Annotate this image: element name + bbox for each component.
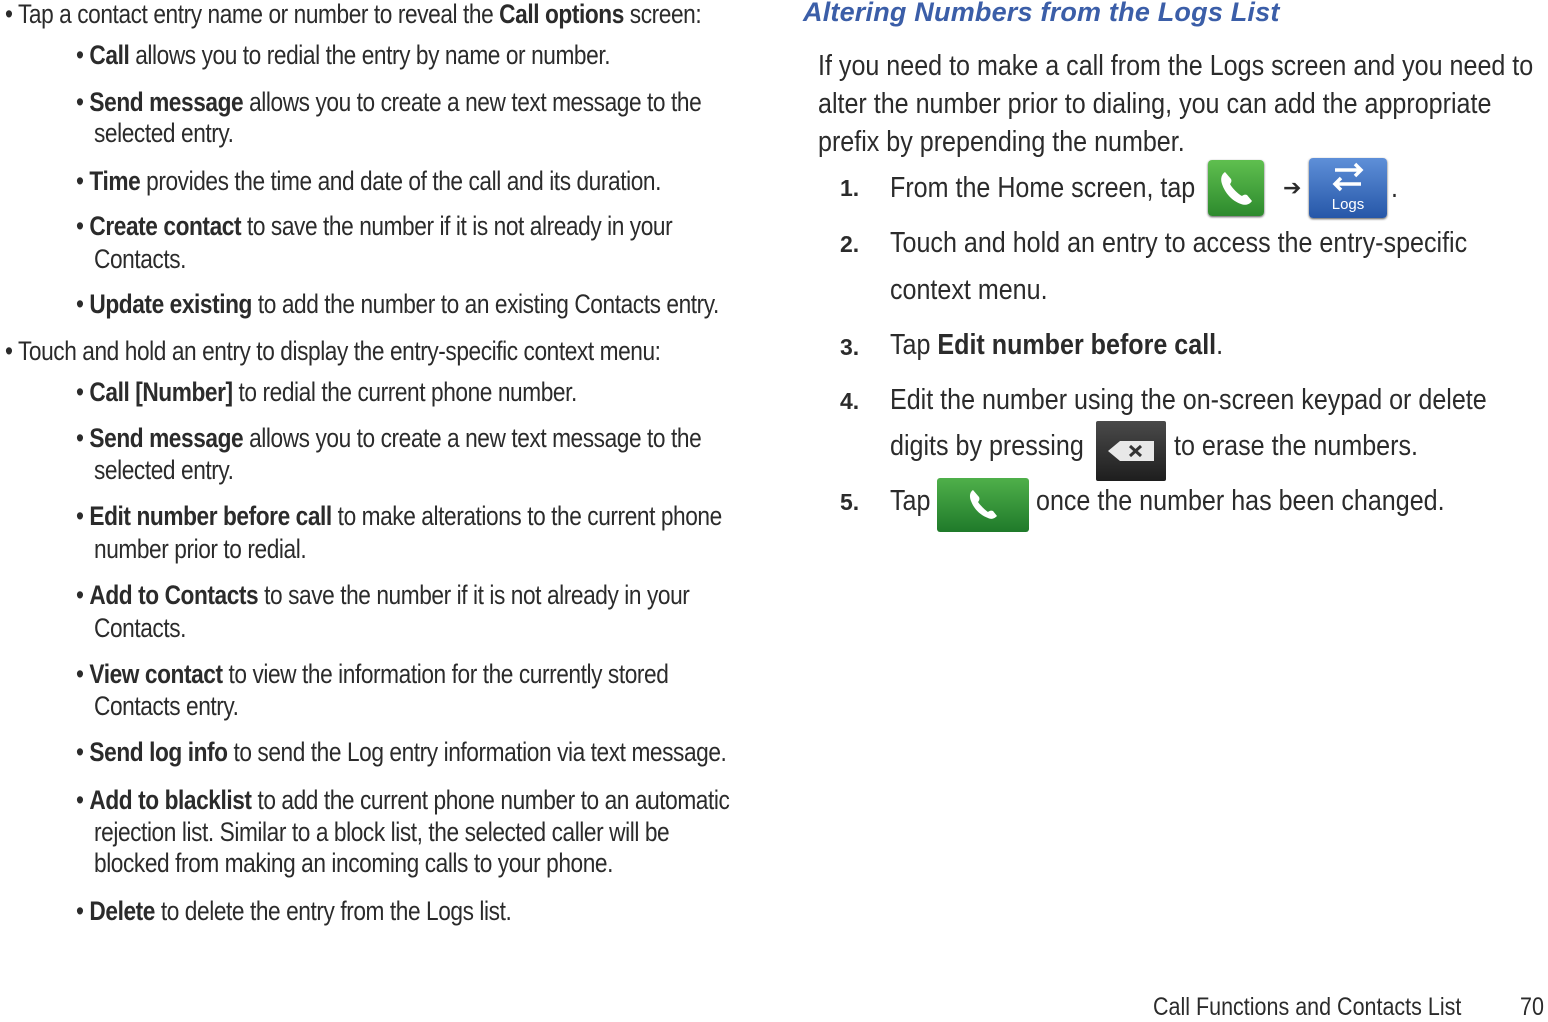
step-text: Edit the number using the on-screen keypad or delete (890, 384, 1487, 416)
list-item: • Add to blacklist to add the current phone number to an automatic (76, 785, 730, 815)
list-item: • Add to Contacts to save the number if it is not already in your (76, 580, 690, 610)
logs-icon[interactable] (1309, 158, 1387, 218)
list-item: • Create contact to save the number if it is not already in your (76, 211, 673, 241)
list-item: • Delete to delete the entry from the Logs list. (76, 896, 512, 926)
page-number: 70 (1520, 993, 1544, 1021)
list-item-continuation: Contacts entry. (94, 691, 239, 721)
arrow-icon: ➔ (1283, 175, 1302, 200)
list-item-continuation: Contacts. (94, 613, 187, 643)
list-item: • Update existing to add the number to an existing Contacts entry. (76, 289, 719, 319)
list-item: • Time provides the time and date of the call and its duration. (76, 166, 661, 196)
list-item-continuation: rejection list. Similar to a block list, the selected caller will be (94, 817, 670, 847)
backspace-icon[interactable] (1096, 421, 1166, 481)
context-menu-intro: • Touch and hold an entry to display the entry-specific context menu: (5, 336, 661, 366)
step-text: to erase the numbers. (1174, 430, 1418, 462)
list-item-continuation: Contacts. (94, 244, 187, 274)
list-item-continuation: selected entry. (94, 118, 234, 148)
step-number: 4. (840, 388, 860, 414)
call-button-icon[interactable] (937, 478, 1029, 532)
step-number: 5. (840, 489, 860, 515)
logs-icon-label: Logs (1331, 196, 1365, 213)
footer-section-title: Call Functions and Contacts List (1153, 993, 1462, 1021)
section-heading: Altering Numbers from the Logs List (803, 0, 1280, 27)
list-item: • Edit number before call to make alterations to the current phone (76, 501, 722, 531)
step-text-end: . (1391, 172, 1398, 204)
step-text: digits by pressing (890, 430, 1084, 462)
list-item: • View contact to view the information for the currently stored (76, 659, 669, 689)
phone-handset-icon (1208, 160, 1264, 216)
delete-key-icon (1096, 421, 1166, 481)
step-text: context menu. (890, 274, 1048, 306)
paragraph-line: prefix by prepending the number. (818, 126, 1185, 158)
list-item: • Send message allows you to create a new text message to the (76, 87, 702, 117)
step-number: 3. (840, 334, 860, 360)
list-item: • Call [Number] to redial the current phone number. (76, 377, 577, 407)
list-item-continuation: number prior to redial. (94, 534, 307, 564)
phone-icon[interactable] (1208, 160, 1264, 216)
step-text: once the number has been changed. (1036, 485, 1445, 517)
step-text: Tap Edit number before call. (890, 329, 1224, 361)
list-item-continuation: blocked from making an incoming calls to your phone. (94, 848, 613, 878)
phone-handset-icon (937, 478, 1029, 532)
step-number: 1. (840, 175, 860, 201)
step-text: Tap (890, 485, 931, 517)
call-options-intro: • Tap a contact entry name or number to reveal the Call options screen: (5, 0, 702, 29)
step-text: Touch and hold an entry to access the entry-specific (890, 227, 1468, 259)
paragraph-line: alter the number prior to dialing, you can add the appropriate (818, 88, 1492, 120)
list-item: • Send message allows you to create a new text message to the (76, 423, 702, 453)
list-item: • Send log info to send the Log entry information via text message. (76, 737, 727, 767)
step-number: 2. (840, 231, 860, 257)
list-item: • Call allows you to redial the entry by name or number. (76, 40, 611, 70)
step-text: From the Home screen, tap (890, 172, 1196, 204)
paragraph-line: If you need to make a call from the Logs screen and you need to (818, 50, 1534, 82)
swap-arrows-icon (1309, 158, 1387, 198)
list-item-continuation: selected entry. (94, 455, 234, 485)
